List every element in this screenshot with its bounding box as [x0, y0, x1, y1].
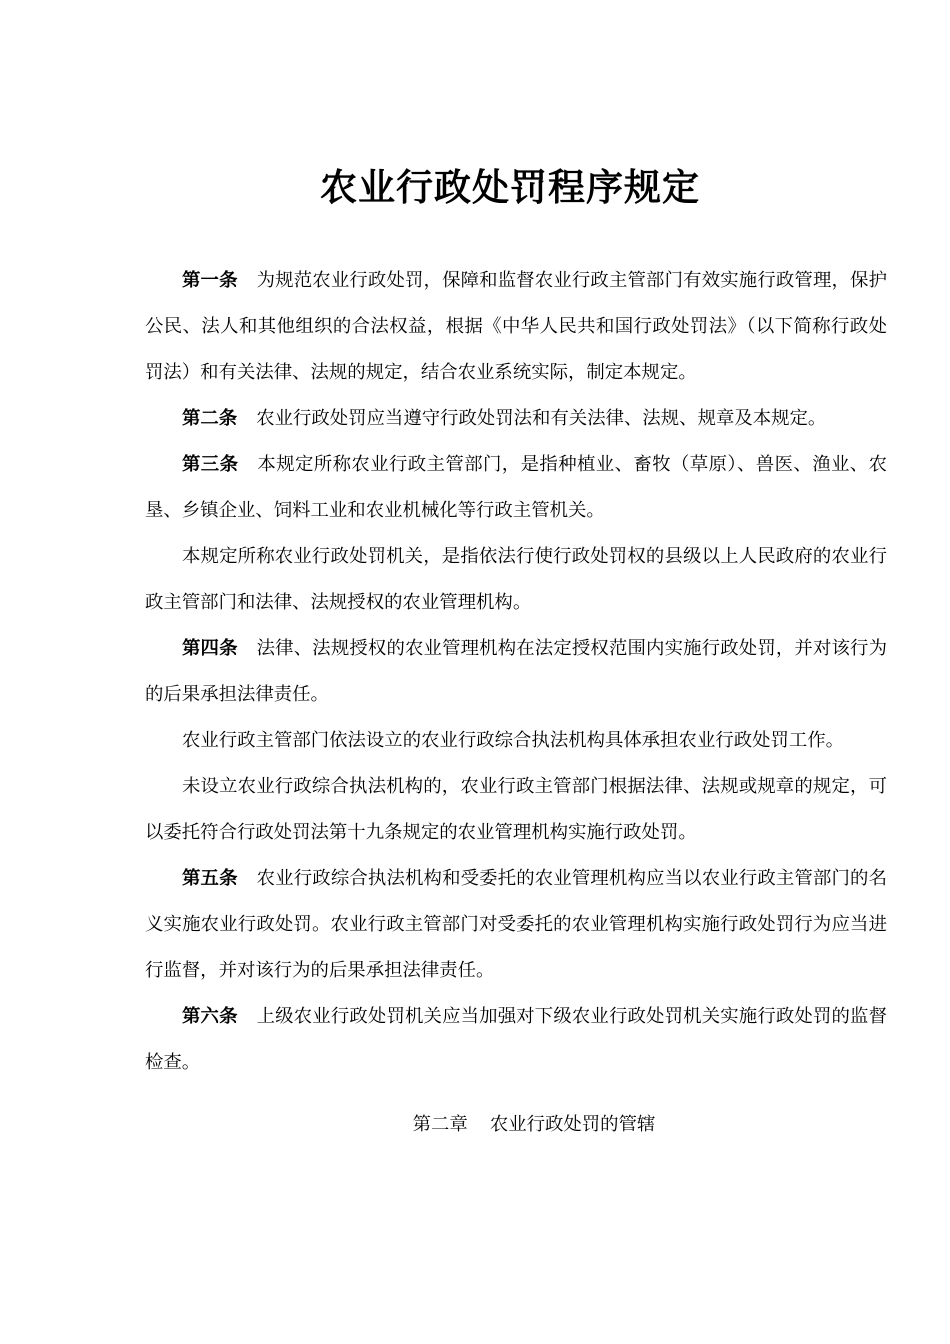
paragraph-text: 农业行政主管部门依法设立的农业行政综合执法机构具体承担农业行政处罚工作。 — [182, 730, 845, 751]
article-number: 第四条 — [182, 638, 238, 659]
paragraph-text: 法律、法规授权的农业管理机构在法定授权范围内实施行政处罚，并对该行为的后果承担法律责任。 — [145, 638, 887, 705]
document-body — [145, 258, 887, 1086]
paragraph-article-4-cont-1 — [145, 718, 887, 764]
article-number: 第三条 — [182, 454, 239, 475]
paragraph-text: 为规范农业行政处罚，保障和监督农业行政主管部门有效实施行政管理，保护公民、法人和其他组织的合法权益，根据《中华人民共和国行政处罚法》（以下简称行政处罚法）和有关法律、法规的规定，结合农业系统实际，制定本规定。 — [145, 270, 887, 383]
paragraph-text: 农业行政处罚应当遵守行政处罚法和有关法律、法规、规章及本规定。 — [256, 408, 827, 429]
chapter-heading — [145, 1102, 887, 1148]
chapter-title: 农业行政处罚的管辖 — [489, 1114, 656, 1135]
paragraph-article-3 — [145, 442, 887, 534]
document-title: 农业行政处罚程序规定 — [320, 165, 700, 209]
article-number: 第一条 — [182, 270, 238, 291]
chapter-number: 第二章 — [412, 1114, 468, 1135]
paragraph-article-6 — [145, 994, 887, 1086]
paragraph-text: 本规定所称农业行政主管部门，是指种植业、畜牧（草原）、兽医、渔业、农垦、乡镇企业、饲料工业和农业机械化等行政主管机关。 — [145, 454, 887, 521]
paragraph-article-2 — [145, 396, 887, 442]
article-number: 第五条 — [182, 868, 238, 889]
article-number: 第六条 — [182, 1006, 238, 1027]
paragraph-text: 本规定所称农业行政处罚机关，是指依法行使行政处罚权的县级以上人民政府的农业行政主管部门和法律、法规授权的农业管理机构。 — [145, 546, 887, 613]
paragraph-article-5 — [145, 856, 887, 994]
paragraph-article-4-cont-2 — [145, 764, 887, 856]
paragraph-article-4 — [145, 626, 887, 718]
paragraph-article-1 — [145, 258, 887, 396]
paragraph-text: 农业行政综合执法机构和受委托的农业管理机构应当以农业行政主管部门的名义实施农业行政处罚。农业行政主管部门对受委托的农业管理机构实施行政处罚行为应当进行监督，并对该行为的后果承担法律责任。 — [145, 868, 887, 981]
paragraph-text: 上级农业行政处罚机关应当加强对下级农业行政处罚机关实施行政处罚的监督检查。 — [145, 1006, 887, 1073]
paragraph-text: 未设立农业行政综合执法机构的，农业行政主管部门根据法律、法规或规章的规定，可以委托符合行政处罚法第十九条规定的农业管理机构实施行政处罚。 — [145, 776, 887, 843]
paragraph-article-3-cont — [145, 534, 887, 626]
article-number: 第二条 — [182, 408, 238, 429]
